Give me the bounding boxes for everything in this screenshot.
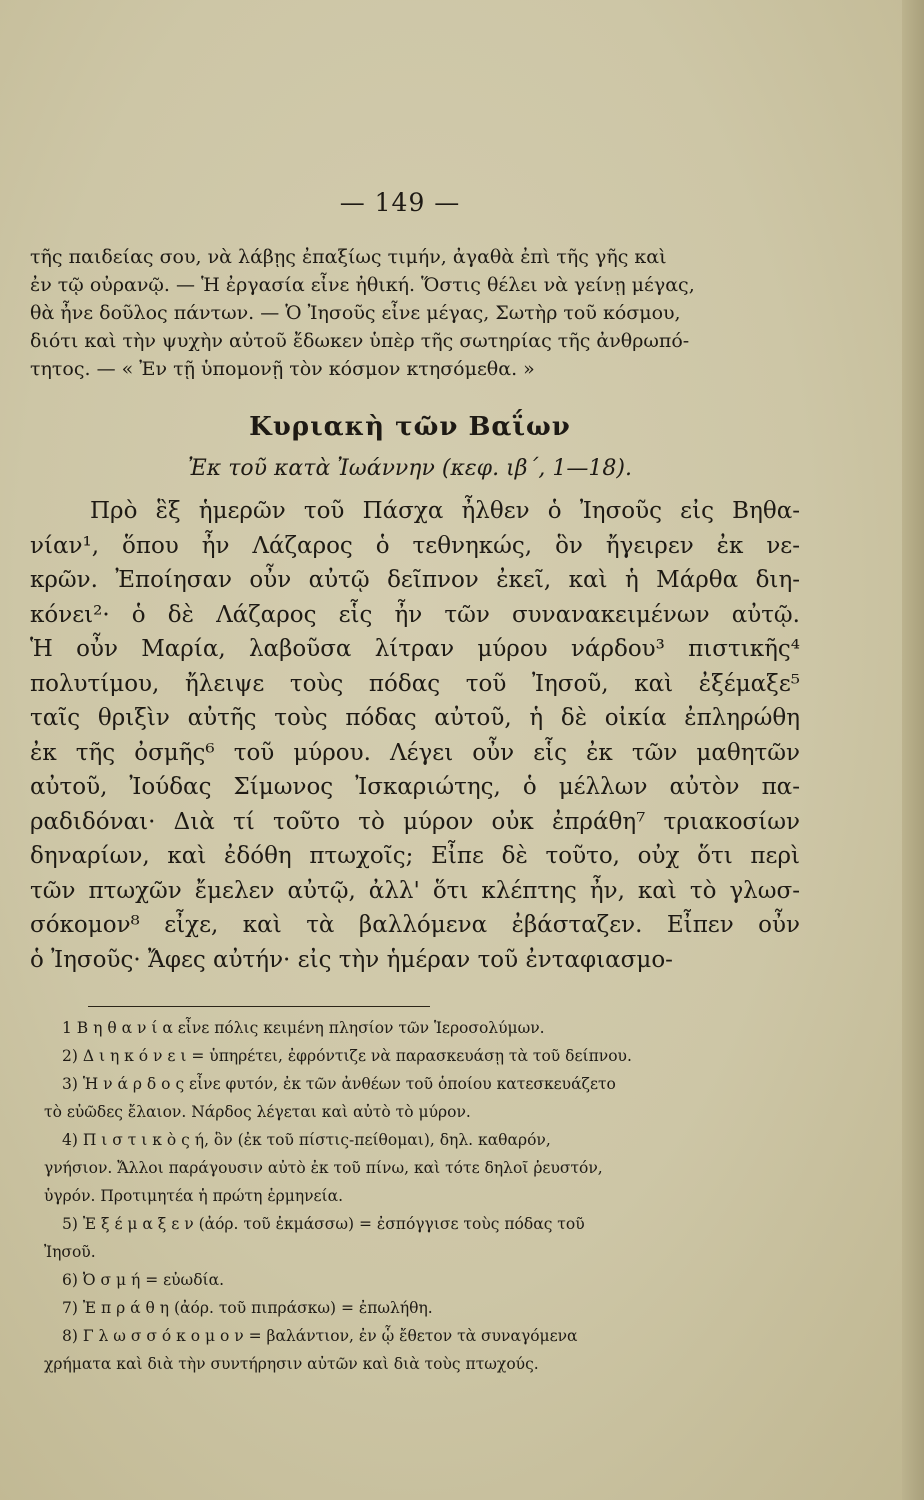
text-line: ἐν τῷ οὐρανῷ. — Ἡ ἐργασία εἶνε ἠθική. Ὅστις θέλει νὰ γείνῃ μέγας, xyxy=(30,274,695,296)
intro-paragraph xyxy=(30,243,800,383)
footnote-line: 4) Π ι σ τ ι κ ὸ ς ή, ὃν (ἐκ τοῦ πίστις-πείθομαι), δηλ. καθαρόν, xyxy=(62,1131,551,1149)
section-subtitle: Ἐκ τοῦ κατὰ Ἰωάννην (κεφ. ιβ΄, 1—18). xyxy=(188,456,632,481)
footnote-line: 3) Ἡ ν ά ρ δ ο ς εἶνε φυτόν, ἐκ τῶν ἀνθέων τοῦ ὁποίου κατεσκευάζετο xyxy=(62,1075,616,1093)
text-line: τῆς παιδείας σου, νὰ λάβῃς ἐπαξίως τιμήν, ἀγαθὰ ἐπὶ τῆς γῆς καὶ xyxy=(30,246,667,268)
text-line: Πρὸ ἓξ ἡμερῶν τοῦ Πάσχα ἦλθεν ὁ Ἰησοῦς εἰς Βηθα- xyxy=(90,498,800,524)
text-line: διότι καὶ τὴν ψυχὴν αὐτοῦ ἔδωκεν ὑπὲρ τῆς σωτηρίας τῆς ἀνθρωπό- xyxy=(30,330,690,352)
page-number: — 149 — xyxy=(339,188,461,217)
text-line: νίαν¹, ὅπου ἦν Λάζαρος ὁ τεθνηκώς, ὃν ἤγειρεν ἐκ νε- xyxy=(30,532,800,559)
footnote-line: τὸ εὐῶδες ἔλαιον. Νάρδος λέγεται καὶ αὐτὸ τὸ μύρον. xyxy=(44,1103,471,1121)
text-line: ἐκ τῆς ὀσμῆς⁶ τοῦ μύρου. Λέγει οὖν εἷς ἐκ τῶν μαθητῶν xyxy=(30,739,800,766)
text-line: τητος. — « Ἐν τῇ ὑπομονῇ τὸν κόσμον κτησόμεθα. » xyxy=(30,358,535,380)
text-line: Ἡ οὖν Μαρία, λαβοῦσα λίτραν μύρου νάρδου³ πιστικῆς⁴ xyxy=(30,636,800,662)
section-title: Κυριακὴ τῶν Βαΐων xyxy=(249,412,571,442)
text-line: ταῖς θριξὶν αὐτῆς τοὺς πόδας αὐτοῦ, ἡ δὲ οἰκία ἐπληρώθη xyxy=(30,705,800,731)
footnote-divider xyxy=(88,1006,430,1007)
footnote-line: 2) Δ ι η κ ό ν ε ι = ὑπηρέτει, ἐφρόντιζε νὰ παρασκευάσῃ τὰ τοῦ δείπνου. xyxy=(62,1047,632,1065)
footnote-line: 1 Β η θ α ν ί α εἶνε πόλις κειμένη πλησίον τῶν Ἱεροσολύμων. xyxy=(62,1019,545,1037)
main-paragraph xyxy=(30,494,800,977)
text-line: θὰ ἦνε δοῦλος πάντων. — Ὁ Ἰησοῦς εἶνε μέγας, Σωτὴρ τοῦ κόσμου, xyxy=(30,302,681,324)
footnote-line: 7) Ἐ π ρ ά θ η (ἀόρ. τοῦ πιπράσκω) = ἐπωλήθη. xyxy=(62,1299,433,1317)
text-line: τῶν πτωχῶν ἔμελεν αὐτῷ, ἀλλ' ὅτι κλέπτης ἦν, καὶ τὸ γλωσ- xyxy=(30,877,800,904)
text-line: ὁ Ἰησοῦς· Ἄφες αὐτήν· εἰς τὴν ἡμέραν τοῦ ἐνταφιασμο- xyxy=(30,946,673,973)
footnote-line: 8) Γ λ ω σ σ ό κ ο μ ο ν = βαλάντιον, ἐν ᾧ ἔθετον τὰ συναγόμενα xyxy=(62,1327,578,1345)
text-line: αὐτοῦ, Ἰούδας Σίμωνος Ἰσκαριώτης, ὁ μέλλων αὐτὸν πα- xyxy=(30,774,800,800)
footnote-line: γνήσιον. Ἄλλοι παράγουσιν αὐτὸ ἐκ τοῦ πίνω, καὶ τότε δηλοῖ ῥευστόν, xyxy=(44,1159,603,1177)
text-line: κόνει²· ὁ δὲ Λάζαρος εἷς ἦν τῶν συνανακειμένων αὐτῷ. xyxy=(30,601,800,628)
text-line: κρῶν. Ἐποίησαν οὖν αὐτῷ δεῖπνον ἐκεῖ, καὶ ἡ Μάρθα διη- xyxy=(30,567,800,593)
page-edge xyxy=(902,0,924,1500)
footnote-line: 5) Ἐ ξ έ μ α ξ ε ν (ἀόρ. τοῦ ἐκμάσσω) = ἐσπόγγισε τοὺς πόδας τοῦ xyxy=(62,1215,585,1233)
footnote-line: Ἰησοῦ. xyxy=(44,1243,96,1261)
text-line: δηναρίων, καὶ ἐδόθη πτωχοῖς; Εἶπε δὲ τοῦτο, οὐχ ὅτι περὶ xyxy=(30,843,800,869)
text-line: πολυτίμου, ἤλειψε τοὺς πόδας τοῦ Ἰησοῦ, καὶ ἐξέμαξε⁵ xyxy=(30,670,800,697)
text-line: ραδιδόναι· Διὰ τί τοῦτο τὸ μύρον οὐκ ἐπράθη⁷ τριακοσίων xyxy=(30,808,800,835)
footnote-line: ὑγρόν. Προτιμητέα ἡ πρώτη ἑρμηνεία. xyxy=(44,1187,344,1205)
text-line: σόκομον⁸ εἶχε, καὶ τὰ βαλλόμενα ἐβάσταζεν. Εἶπεν οὖν xyxy=(30,912,800,938)
footnote-line: 6) Ὀ σ μ ή = εὐωδία. xyxy=(62,1271,225,1289)
footnotes xyxy=(44,1014,800,1378)
footnote-line: χρήματα καὶ διὰ τὴν συντήρησιν αὐτῶν καὶ διὰ τοὺς πτωχούς. xyxy=(44,1355,539,1373)
